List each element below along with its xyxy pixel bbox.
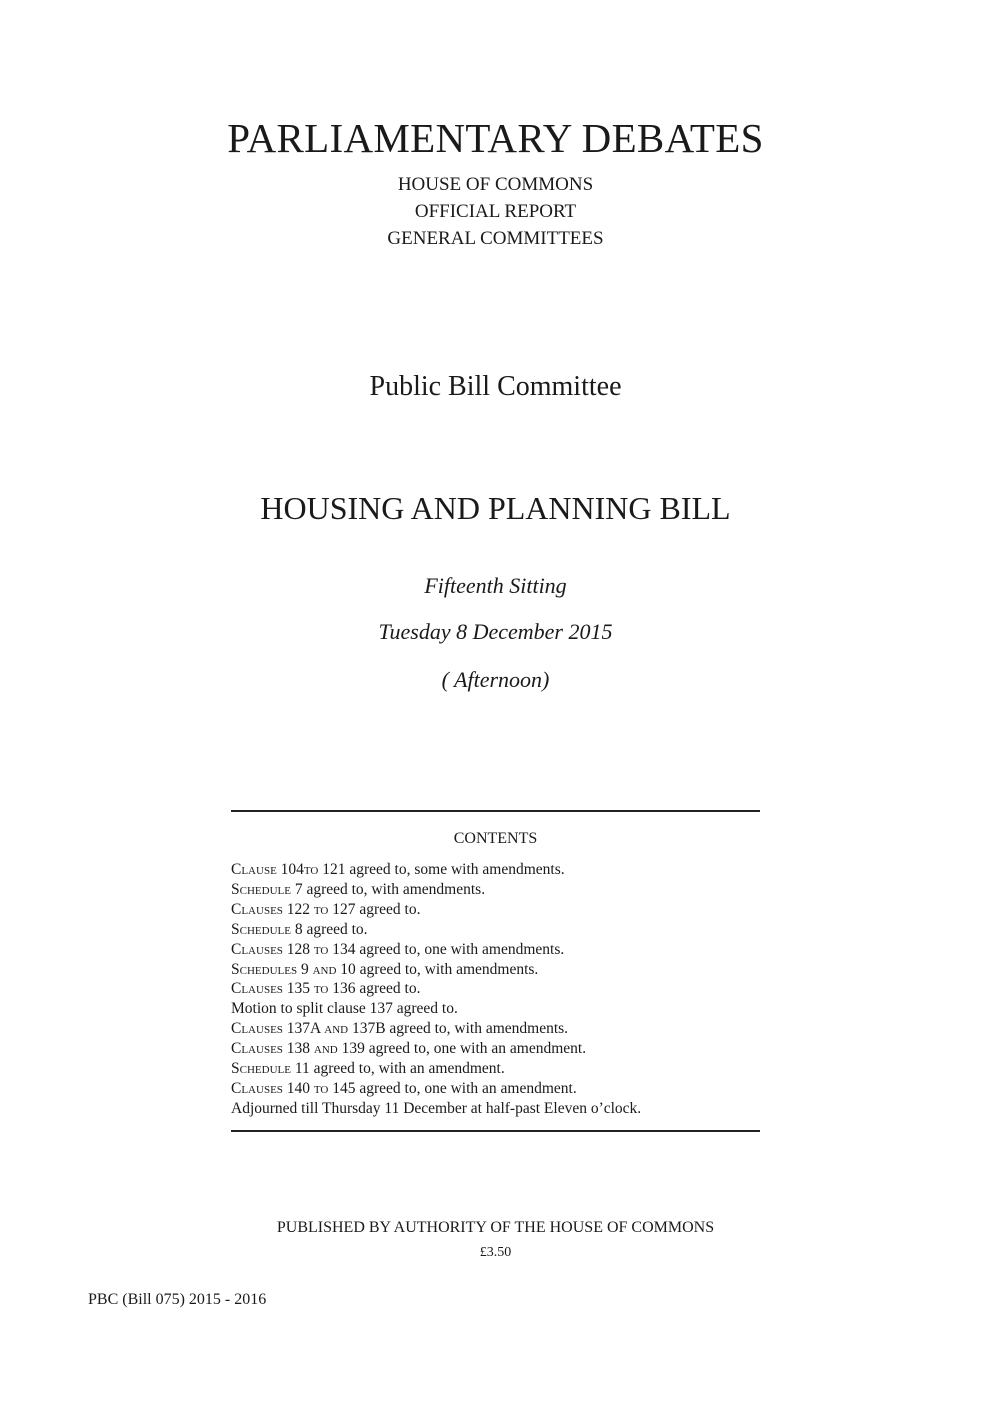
- contents-item-keyword: and: [313, 1040, 338, 1058]
- contents-item-text: 135: [282, 980, 314, 998]
- contents-item: [231, 880, 641, 900]
- contents-item-keyword: Schedule: [231, 1060, 291, 1078]
- committee-name: Public Bill Committee: [369, 371, 622, 402]
- contents-item-text: 8 agreed to.: [290, 920, 368, 938]
- contents-item-text: 10 agreed to, with amendments.: [336, 960, 539, 978]
- contents-item-keyword: to: [313, 940, 329, 958]
- document-reference: PBC (Bill 075) 2015 - 2016: [88, 1291, 267, 1308]
- contents-item-keyword: to: [313, 900, 329, 918]
- contents-item-keyword: Clauses: [231, 940, 283, 958]
- contents-item-keyword: and: [312, 960, 337, 978]
- publisher-statement: PUBLISHED BY AUTHORITY OF THE HOUSE OF COMMONS: [276, 1219, 715, 1236]
- contents-item-keyword: Clauses: [231, 900, 283, 918]
- contents-list: [231, 860, 641, 1119]
- contents-item-text: 9: [297, 960, 313, 978]
- publication-title: PARLIAMENTARY DEBATES: [227, 115, 764, 161]
- report-type: OFFICIAL REPORT: [414, 201, 577, 222]
- committee-type: GENERAL COMMITTEES: [387, 228, 604, 249]
- price: £3.50: [479, 1245, 512, 1260]
- contents-item: [231, 1059, 641, 1079]
- contents-item-text: 137A: [282, 1020, 325, 1038]
- contents-item-text: 137B agreed to, with amendments.: [348, 1020, 569, 1038]
- contents-item-text: 121 agreed to, some with amendments.: [318, 861, 565, 878]
- sitting-date: Tuesday 8 December 2015: [378, 619, 613, 644]
- sitting-number: Fifteenth Sitting: [424, 573, 567, 598]
- contents-item-keyword: to: [313, 1079, 329, 1097]
- contents-item-text: 7 agreed to, with amendments.: [290, 880, 486, 898]
- bill-title: HOUSING AND PLANNING BILL: [260, 490, 731, 526]
- contents-item-text: 138: [282, 1040, 314, 1058]
- contents-item-text: Adjourned till Thursday 11 December at half-past Eleven o’clock.: [231, 1099, 642, 1117]
- contents-item-keyword: Clauses: [231, 980, 283, 998]
- contents-item: [231, 1079, 641, 1099]
- contents-item: [231, 960, 641, 980]
- contents-item-keyword: Clause 104to: [231, 861, 319, 878]
- contents-item-text: 122: [282, 900, 314, 918]
- divider-bottom: [231, 1130, 760, 1132]
- contents-item-text: 134 agreed to, one with amendments.: [328, 940, 565, 958]
- contents-item: [231, 940, 641, 960]
- contents-item-keyword: Schedule: [231, 880, 291, 898]
- contents-item: [231, 1039, 641, 1059]
- contents-item-text: 140: [282, 1079, 314, 1097]
- contents-item-text: 128: [282, 940, 314, 958]
- contents-item-keyword: and: [324, 1020, 349, 1038]
- divider-top: [231, 810, 760, 812]
- contents-item: [231, 999, 641, 1019]
- contents-item-text: 139 agreed to, one with an amendment.: [337, 1040, 587, 1058]
- contents-item-text: 11 agreed to, with an amendment.: [290, 1060, 505, 1078]
- contents-item-text: 136 agreed to.: [328, 980, 421, 998]
- contents-item: [231, 1019, 641, 1039]
- contents-item-keyword: Clauses: [231, 1020, 283, 1038]
- contents-item-keyword: to: [313, 980, 329, 998]
- contents-item-keyword: Schedule: [231, 920, 291, 938]
- contents-item: [231, 900, 641, 920]
- contents-item-text: 145 agreed to, one with an amendment.: [328, 1079, 577, 1097]
- house-name: HOUSE OF COMMONS: [397, 174, 594, 195]
- contents-item: [231, 979, 641, 999]
- contents-heading: CONTENTS: [453, 830, 538, 847]
- contents-item-keyword: Schedules: [231, 960, 298, 978]
- contents-item: [231, 920, 641, 940]
- contents-item-keyword: Clauses: [231, 1079, 283, 1097]
- contents-item-text: 127 agreed to.: [328, 900, 421, 918]
- contents-item-keyword: Clauses: [231, 1040, 283, 1058]
- contents-item-text: Motion to split clause 137 agreed to.: [231, 1000, 458, 1018]
- contents-item: [231, 1099, 641, 1119]
- sitting-session: ( Afternoon): [441, 667, 550, 692]
- contents-item: [231, 860, 641, 880]
